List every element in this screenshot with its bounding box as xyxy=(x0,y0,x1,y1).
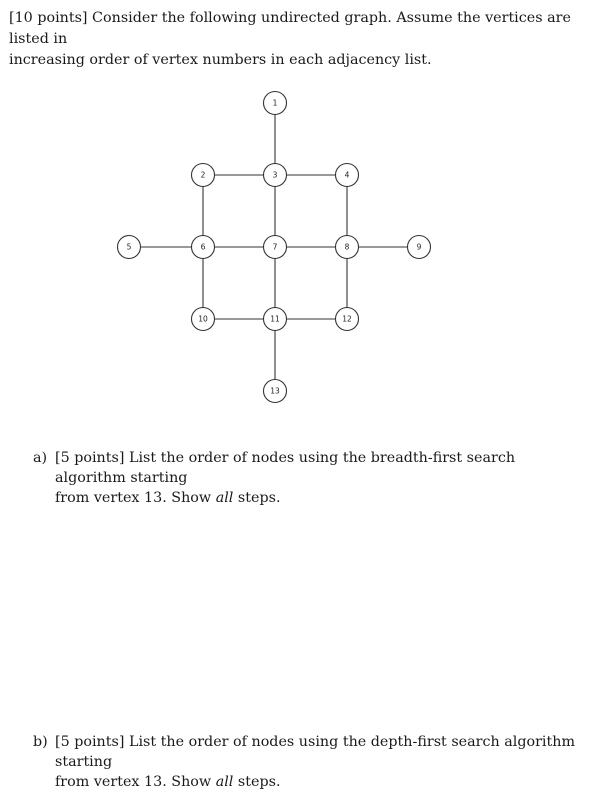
question-a-text xyxy=(55,448,589,508)
question-a-label: a) xyxy=(33,450,48,466)
vertex-8 xyxy=(336,236,359,259)
vertex-7 xyxy=(264,236,287,259)
problem-statement-line-1: [10 points] Consider the following undirected graph. Assume the vertices are listed in xyxy=(9,10,571,47)
question-a-line-2-end: steps. xyxy=(233,490,281,506)
problem-statement-line-2: increasing order of vertex numbers in each adjacency list. xyxy=(9,52,432,68)
question-a-line-1: [5 points] List the order of nodes using the breadth-first search algorithm starting xyxy=(55,450,516,486)
question-b-line-2 xyxy=(55,772,589,792)
question-b-label: b) xyxy=(33,734,48,750)
vertex-label: 13 xyxy=(270,386,280,396)
vertex-6 xyxy=(192,236,215,259)
vertex-12 xyxy=(336,308,359,331)
vertex-3 xyxy=(264,164,287,187)
vertex-label: 8 xyxy=(344,242,350,252)
vertex-label: 12 xyxy=(342,314,352,324)
vertex-10 xyxy=(192,308,215,331)
question-b xyxy=(33,732,589,792)
vertex-label: 1 xyxy=(272,98,278,108)
vertex-9 xyxy=(408,236,431,259)
question-a-line-2 xyxy=(55,488,589,508)
vertex-label: 2 xyxy=(200,170,206,180)
vertex-label: 11 xyxy=(270,314,280,324)
question-b-emphasis: all xyxy=(215,774,234,790)
vertex-1 xyxy=(264,92,287,115)
question-b-line-2-end: steps. xyxy=(233,774,281,790)
vertex-label: 5 xyxy=(126,242,132,252)
question-b-line-2-start: from vertex 13. Show xyxy=(55,774,216,790)
vertex-4 xyxy=(336,164,359,187)
vertex-13 xyxy=(264,380,287,403)
vertex-label: 10 xyxy=(198,314,208,324)
question-b-text xyxy=(55,732,589,792)
vertex-2 xyxy=(192,164,215,187)
vertex-label: 4 xyxy=(344,170,350,180)
question-a-line-2-start: from vertex 13. Show xyxy=(55,490,216,506)
vertex-label: 6 xyxy=(200,242,206,252)
question-a xyxy=(33,448,589,508)
question-a-emphasis: all xyxy=(215,490,234,506)
vertex-label: 7 xyxy=(272,242,278,252)
vertex-label: 3 xyxy=(272,170,278,180)
vertex-label: 9 xyxy=(416,242,422,252)
vertex-11 xyxy=(264,308,287,331)
vertex-5 xyxy=(118,236,141,259)
question-b-line-1: [5 points] List the order of nodes using the depth-first search algorithm starting xyxy=(55,734,576,770)
